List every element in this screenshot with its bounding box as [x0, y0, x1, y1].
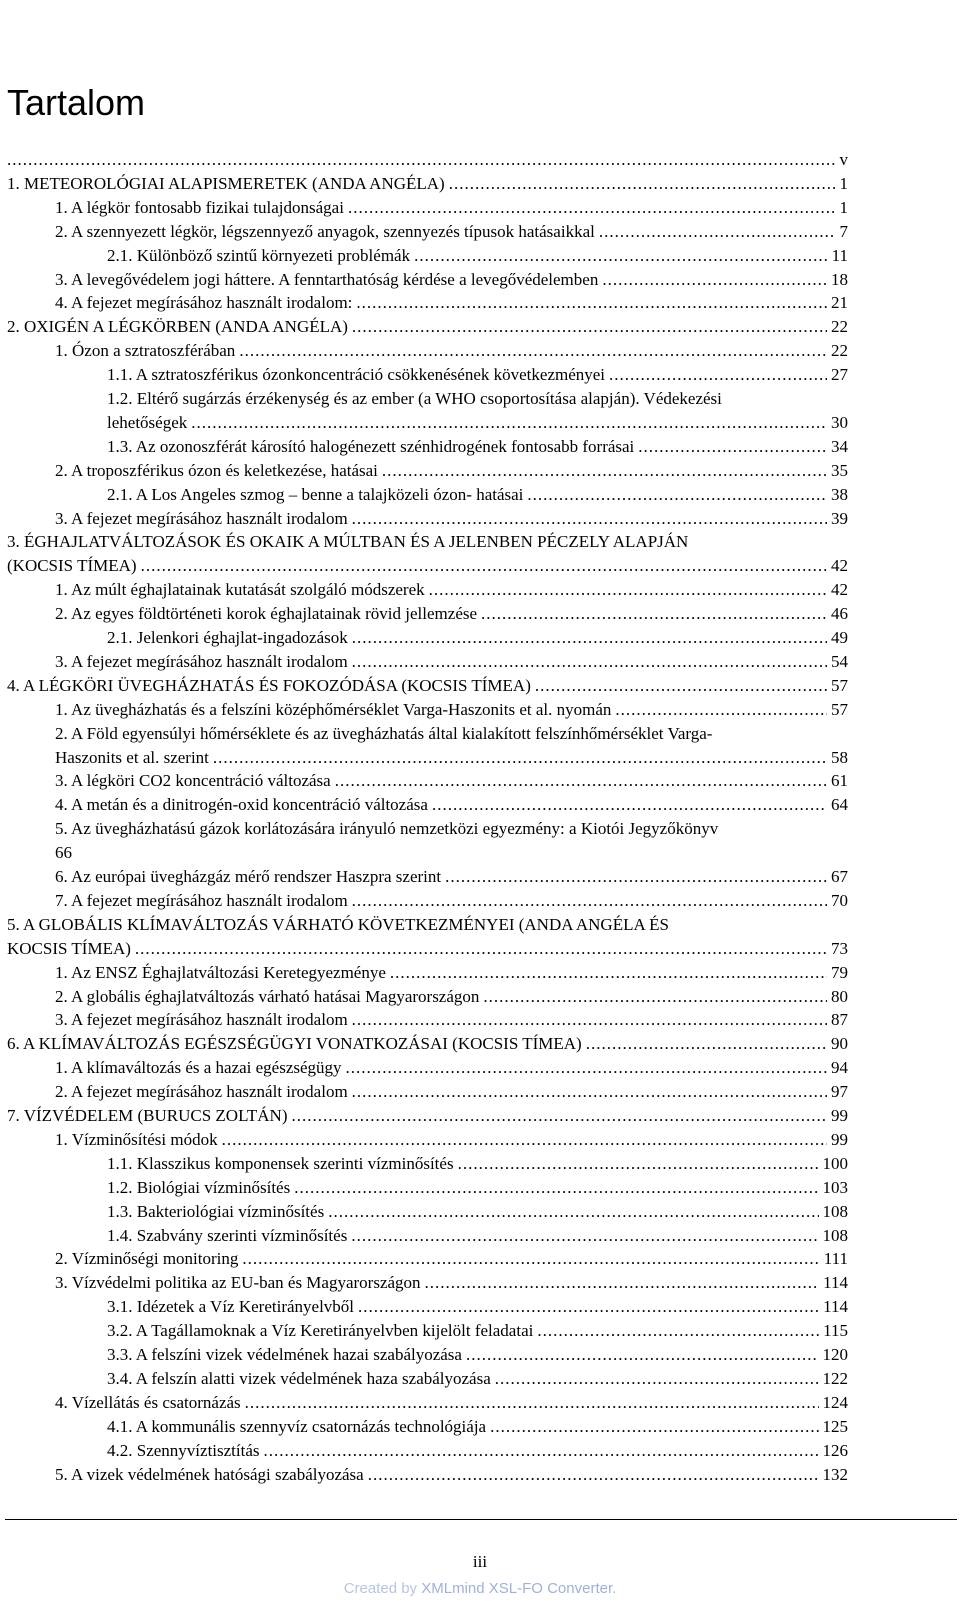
toc-entry[interactable] — [55, 746, 848, 770]
toc-entry-page: 58 — [831, 747, 848, 767]
toc-entry[interactable] — [55, 459, 848, 483]
toc-entry[interactable]: 66 — [55, 843, 72, 863]
toc-entry-label: 1. Az üvegházhatás és a felszíni középhőmérséklet Varga-Haszonits et al. nyomán — [55, 699, 612, 719]
toc-leader-dots — [351, 1224, 818, 1248]
toc-entry[interactable] — [7, 554, 848, 578]
toc-entry[interactable] — [55, 769, 848, 793]
toc-entry-label: 2. Az egyes földtörténeti korok éghajlatainak rövid jellemzése — [55, 604, 478, 624]
toc-entry[interactable] — [55, 1463, 848, 1487]
toc-entry-page: 61 — [831, 771, 848, 791]
watermark-prefix: Created by — [343, 1580, 418, 1597]
toc-entry-label: 1.3. Bakteriológiai vízminősítés — [107, 1201, 325, 1221]
toc-entry-page: 120 — [822, 1345, 848, 1364]
toc-entry[interactable] — [107, 411, 848, 435]
toc-entry-label: 6. A KLÍMAVÁLTOZÁS EGÉSZSÉGÜGYI VONATKOZÁSAI (KOCSIS TÍMEA) — [7, 1034, 582, 1054]
toc-entry[interactable] — [7, 172, 848, 196]
toc-entry[interactable] — [55, 961, 848, 985]
toc-leader-dots — [352, 507, 827, 531]
toc-leader-dots — [222, 1128, 827, 1152]
toc-entry-page: 97 — [831, 1082, 848, 1102]
toc-leader-dots — [414, 244, 828, 268]
toc-leader-dots — [458, 1152, 819, 1176]
toc-entry-page: 79 — [831, 962, 848, 982]
toc-entry-label: 7. VÍZVÉDELEM (BURUCS ZOLTÁN) — [7, 1106, 288, 1125]
toc-leader-dots — [346, 1056, 827, 1080]
toc-entry[interactable] — [55, 1080, 848, 1104]
toc-entry[interactable] — [55, 698, 848, 722]
toc-entry-page: 1 — [839, 173, 848, 193]
toc-leader-dots — [239, 339, 827, 363]
toc-entry-label: 1. Az ENSZ Éghajlatváltozási Keretegyezménye — [55, 962, 386, 982]
toc-entry-label: 5. A vizek védelmének hatósági szabályozása — [55, 1464, 364, 1484]
toc-entry-label: 3. A légköri CO2 koncentráció változása — [55, 771, 331, 791]
toc-leader-dots — [527, 483, 827, 507]
toc-leader-dots — [294, 1176, 818, 1200]
toc-entry-label: 2. A fejezet megírásához használt irodalom — [55, 1082, 348, 1102]
toc-entry[interactable] — [55, 1128, 848, 1152]
toc-entry[interactable] — [107, 1152, 848, 1176]
toc-leader-dots — [135, 937, 827, 961]
toc-entry-page: 34 — [831, 436, 848, 456]
toc-entry-page: 42 — [831, 556, 848, 576]
toc-leader-dots — [356, 291, 827, 315]
toc-entry-label: 3.2. A Tagállamoknak a Víz Keretirányelvben kijelölt feladatai — [107, 1321, 534, 1341]
toc-leader-dots — [615, 698, 827, 722]
toc-entry-page: 103 — [822, 1177, 848, 1197]
toc-entry[interactable] — [55, 196, 848, 220]
toc-entry[interactable] — [55, 602, 848, 626]
toc-entry-label: 2. A troposzférikus ózon és keletkezése, hatásai — [55, 460, 378, 480]
toc-leader-dots — [483, 985, 827, 1009]
page-title: Tartalom — [7, 82, 146, 123]
toc-leader-dots — [445, 865, 827, 889]
toc-entry-page: 99 — [831, 1106, 848, 1125]
toc-leader-dots — [141, 554, 827, 578]
toc-entry[interactable] — [55, 578, 848, 602]
toc-entry[interactable] — [55, 268, 848, 292]
toc-entry-page: 67 — [831, 867, 848, 886]
toc-entry-page: 21 — [831, 293, 848, 313]
toc-entry-page: 27 — [831, 365, 848, 385]
toc-entry[interactable]: 1.2. Eltérő sugárzás érzékenység és az ember (a WHO csoportosítása alapján). Védekezési — [107, 389, 722, 408]
toc-leader-dots — [368, 1463, 819, 1487]
toc-entry-page: 64 — [831, 795, 848, 815]
toc-entry-page: 99 — [831, 1129, 848, 1149]
toc-entry-label: 4. Vízellátás és csatornázás — [55, 1392, 241, 1412]
toc-entry-label: 3. A fejezet megírásához használt irodalom — [55, 651, 348, 671]
toc-entry[interactable] — [7, 1032, 848, 1056]
toc-entry[interactable] — [55, 889, 848, 913]
toc-entry-page: 122 — [822, 1368, 848, 1388]
toc-entry-page: 7 — [839, 221, 848, 241]
toc-leader-dots — [495, 1367, 819, 1391]
toc-leader-dots — [352, 315, 827, 339]
toc-entry[interactable] — [55, 793, 848, 817]
toc-entry[interactable] — [55, 507, 848, 531]
toc-entry-label: Haszonits et al. szerint — [55, 747, 209, 767]
toc-entry[interactable] — [55, 1008, 848, 1032]
toc-entry-label: 1.4. Szabvány szerinti vízminősítés — [107, 1225, 348, 1245]
toc-entry-label: 3. A fejezet megírásához használt irodalom — [55, 508, 348, 528]
toc-entry[interactable] — [107, 435, 848, 459]
toc-entry-label: 3. A levegővédelem jogi háttere. A fenntarthatóság kérdése a levegővédelemben — [55, 269, 599, 289]
toc-entry-page: 100 — [822, 1153, 848, 1173]
toc-entry-page: 30 — [831, 412, 848, 432]
toc-entry-page: 42 — [831, 580, 848, 600]
toc-entry[interactable]: 5. Az üvegházhatású gázok korlátozására irányuló nemzetközi egyezmény: a Kiotói Jegyzőkönyv — [55, 819, 719, 839]
toc-entry-page: 38 — [831, 484, 848, 504]
toc-leader-dots — [429, 578, 827, 602]
toc-entry-label: 1. Az múlt éghajlatainak kutatását szolgáló módszerek — [55, 580, 425, 600]
toc-leader-dots — [481, 602, 827, 626]
footer-divider — [5, 1519, 957, 1520]
toc-entry-page: 114 — [823, 1273, 848, 1293]
toc-leader-dots — [449, 172, 836, 196]
toc-leader-dots — [537, 1319, 819, 1343]
toc-entry-label: 3. A fejezet megírásához használt irodalom — [55, 1010, 348, 1030]
toc-entry-label: 4.2. Szennyvíztisztítás — [107, 1440, 260, 1460]
toc-entry-label: 1.1. A sztratoszférikus ózonkoncentráció csökkenésének következményei — [107, 365, 606, 385]
toc-entry[interactable]: 5. A GLOBÁLIS KLÍMAVÁLTOZÁS VÁRHATÓ KÖVETKEZMÉNYEI (ANDA ANGÉLA ÉS — [7, 914, 669, 934]
toc-entry-label: 1. METEOROLÓGIAI ALAPISMERETEK (ANDA ANGÉLA) — [7, 173, 445, 193]
toc-entry-label: 4. A LÉGKÖRI ÜVEGHÁZHATÁS ÉS FOKOZÓDÁSA (KOCSIS TÍMEA) — [7, 675, 531, 695]
toc-entry-label: 7. A fejezet megírásához használt irodalom — [55, 890, 348, 910]
toc-leader-dots — [264, 1439, 819, 1463]
toc-entry-page: 70 — [831, 890, 848, 910]
toc-entry[interactable] — [107, 1343, 848, 1367]
toc-entry[interactable] — [7, 1104, 848, 1128]
toc-entry-page: 111 — [823, 1249, 848, 1269]
toc-leader-dots — [602, 268, 827, 292]
toc-leader-dots — [425, 1271, 820, 1295]
toc-leader-dots — [599, 220, 836, 244]
toc-entry-label: 3.4. A felszín alatti vizek védelmének haza szabályozása — [107, 1368, 491, 1388]
toc-entry-page: 114 — [823, 1297, 848, 1317]
toc-entry-label: 2. A szennyezett légkör, légszennyező anyagok, szennyezés típusok hatásaikkal — [55, 221, 595, 241]
toc-entry[interactable] — [107, 363, 848, 387]
toc-leader-dots — [191, 411, 827, 435]
toc-leader-dots — [638, 435, 827, 459]
toc-leader-dots — [213, 746, 827, 770]
toc-entry-page: 22 — [831, 317, 848, 337]
toc-entry-label: 1. A légkör fontosabb fizikai tulajdonságai — [55, 197, 344, 217]
toc-entry[interactable] — [55, 650, 848, 674]
toc-entry-page: 94 — [831, 1058, 848, 1078]
toc-leader-dots — [352, 1008, 827, 1032]
toc-leader-dots — [292, 1104, 828, 1128]
toc-leader-dots — [490, 1415, 818, 1439]
toc-entry-page: 49 — [831, 628, 848, 647]
toc-leader-dots — [245, 1391, 819, 1415]
toc-leader-dots — [352, 889, 827, 913]
toc-leader-dots — [352, 626, 827, 650]
toc-entry-label: KOCSIS TÍMEA) — [7, 938, 131, 958]
toc-entry[interactable]: 2. A Föld egyensúlyi hőmérséklete és az üvegházhatás által kialakított felszínhőmérséklet Varga- — [55, 723, 713, 743]
toc-leader-dots — [242, 1247, 819, 1271]
toc-entry-label: 1. A klímaváltozás és a hazai egészségügy — [55, 1058, 342, 1078]
toc-entry-page: 132 — [822, 1464, 848, 1484]
toc-entry[interactable] — [107, 1295, 848, 1319]
toc-leader-dots — [352, 650, 827, 674]
toc-entry-page: 1 — [839, 197, 848, 217]
toc-entry-label: 1.3. Az ozonoszférát károsító halogénezett szénhidrogének fontosabb forrásai — [107, 436, 635, 456]
toc-entry-page: 22 — [831, 341, 848, 361]
toc-entry[interactable] — [55, 220, 848, 244]
toc-entry[interactable] — [107, 1200, 848, 1224]
toc-entry[interactable] — [55, 1247, 848, 1271]
toc-entry-label: 4. A fejezet megírásához használt irodalom: — [55, 293, 353, 313]
toc-entry-page: 125 — [822, 1416, 848, 1436]
toc-entry-page: 46 — [831, 604, 848, 624]
toc-entry-page: 73 — [831, 938, 848, 958]
toc-entry[interactable] — [55, 1391, 848, 1415]
toc-entry[interactable] — [107, 483, 848, 507]
toc-entry-label: lehetőségek — [107, 412, 188, 432]
watermark-brand: XMLmind XSL-FO Converter. — [421, 1580, 617, 1597]
toc-leader-dots — [352, 1080, 827, 1104]
toc-entry[interactable] — [55, 1056, 848, 1080]
toc-entry[interactable] — [107, 1367, 848, 1391]
toc-entry-page: 11 — [831, 245, 848, 265]
toc-entry-page: 57 — [831, 699, 848, 719]
toc-entry-label: 4.1. A kommunális szennyvíz csatornázás technológiája — [107, 1416, 487, 1436]
toc-leader-dots — [7, 148, 836, 172]
toc-entry-label: 2.1. Jelenkori éghajlat-ingadozások — [107, 628, 348, 647]
toc-entry[interactable] — [107, 1176, 848, 1200]
toc-entry[interactable] — [107, 1415, 848, 1439]
toc-entry-page: v — [839, 150, 848, 169]
toc-entry-label: 2. A globális éghajlatváltozás várható hatásai Magyarországon — [55, 986, 480, 1006]
toc-entry[interactable] — [107, 626, 848, 650]
toc-entry-page: 108 — [822, 1201, 848, 1221]
toc-entry[interactable] — [55, 865, 848, 889]
toc-entry[interactable] — [107, 1224, 848, 1248]
toc-entry[interactable] — [107, 244, 848, 268]
toc-entry-page: 35 — [831, 460, 848, 480]
toc-entry[interactable]: 3. ÉGHAJLATVÁLTOZÁSOK ÉS OKAIK A MÚLTBAN ÉS A JELENBEN PÉCZELY ALAPJÁN — [7, 532, 689, 552]
toc-entry-label: 3.1. Idézetek a Víz Keretirányelvből — [107, 1297, 355, 1317]
toc-entry[interactable] — [107, 1439, 848, 1463]
toc-entry-page: 115 — [823, 1321, 848, 1341]
toc-leader-dots — [335, 769, 827, 793]
toc-entry-label: 1. Ózon a sztratoszférában — [55, 341, 236, 361]
toc-leader-dots — [432, 793, 827, 817]
toc-entry-page: 124 — [822, 1392, 848, 1412]
toc-entry-page: 87 — [831, 1010, 848, 1030]
toc-entry-label: 1.1. Klasszikus komponensek szerinti vízminősítés — [107, 1153, 454, 1173]
toc-entry[interactable] — [55, 985, 848, 1009]
toc-leader-dots — [358, 1295, 819, 1319]
toc-leader-dots — [535, 674, 827, 698]
page-number: iii — [472, 1552, 488, 1571]
toc-entry-label: (KOCSIS TÍMEA) — [7, 556, 137, 576]
toc-entry-label: 1.2. Biológiai vízminősítés — [107, 1177, 291, 1197]
toc-leader-dots — [348, 196, 836, 220]
toc-entry[interactable] — [55, 1271, 848, 1295]
toc-entry-label: 2. OXIGÉN A LÉGKÖRBEN (ANDA ANGÉLA) — [7, 317, 348, 337]
toc-leader-dots — [586, 1032, 827, 1056]
toc-leader-dots — [390, 961, 827, 985]
toc-leader-dots — [609, 363, 827, 387]
toc-entry-label: 2.1. A Los Angeles szmog – benne a talajközeli ózon- hatásai — [107, 484, 524, 504]
toc-entry-page: 54 — [831, 651, 848, 671]
toc-entry[interactable] — [7, 148, 848, 172]
toc-entry-page: 108 — [822, 1225, 848, 1245]
toc-entry[interactable] — [107, 1319, 848, 1343]
toc-entry-label: 3.3. A felszíni vizek védelmének hazai szabályozása — [107, 1345, 462, 1364]
converter-watermark — [0, 1580, 960, 1598]
toc-entry[interactable] — [55, 291, 848, 315]
toc-entry-label: 2. Vízminőségi monitoring — [55, 1249, 239, 1269]
toc-leader-dots — [382, 459, 827, 483]
toc-entry[interactable] — [7, 315, 848, 339]
toc-entry-label: 1. Vízminősítési módok — [55, 1129, 218, 1149]
toc-entry-label: 4. A metán és a dinitrogén-oxid koncentráció változása — [55, 795, 428, 815]
toc-entry[interactable] — [55, 339, 848, 363]
toc-entry[interactable] — [7, 674, 848, 698]
toc-entry[interactable] — [7, 937, 848, 961]
toc-entry-label: 6. Az európai üvegházgáz mérő rendszer Haszpra szerint — [55, 867, 442, 886]
toc-entry-page: 39 — [831, 508, 848, 528]
toc-entry-label: 3. Vízvédelmi politika az EU-ban és Magyarországon — [55, 1273, 421, 1293]
toc-leader-dots — [328, 1200, 818, 1224]
toc-leader-dots — [466, 1343, 819, 1367]
toc-entry-page: 126 — [822, 1440, 848, 1460]
toc-entry-page: 90 — [831, 1034, 848, 1054]
toc-entry-page: 57 — [831, 675, 848, 695]
toc-entry-page: 80 — [831, 986, 848, 1006]
toc-entry-page: 18 — [831, 269, 848, 289]
toc-entry-label: 2.1. Különböző szintű környezeti problémák — [107, 245, 411, 265]
